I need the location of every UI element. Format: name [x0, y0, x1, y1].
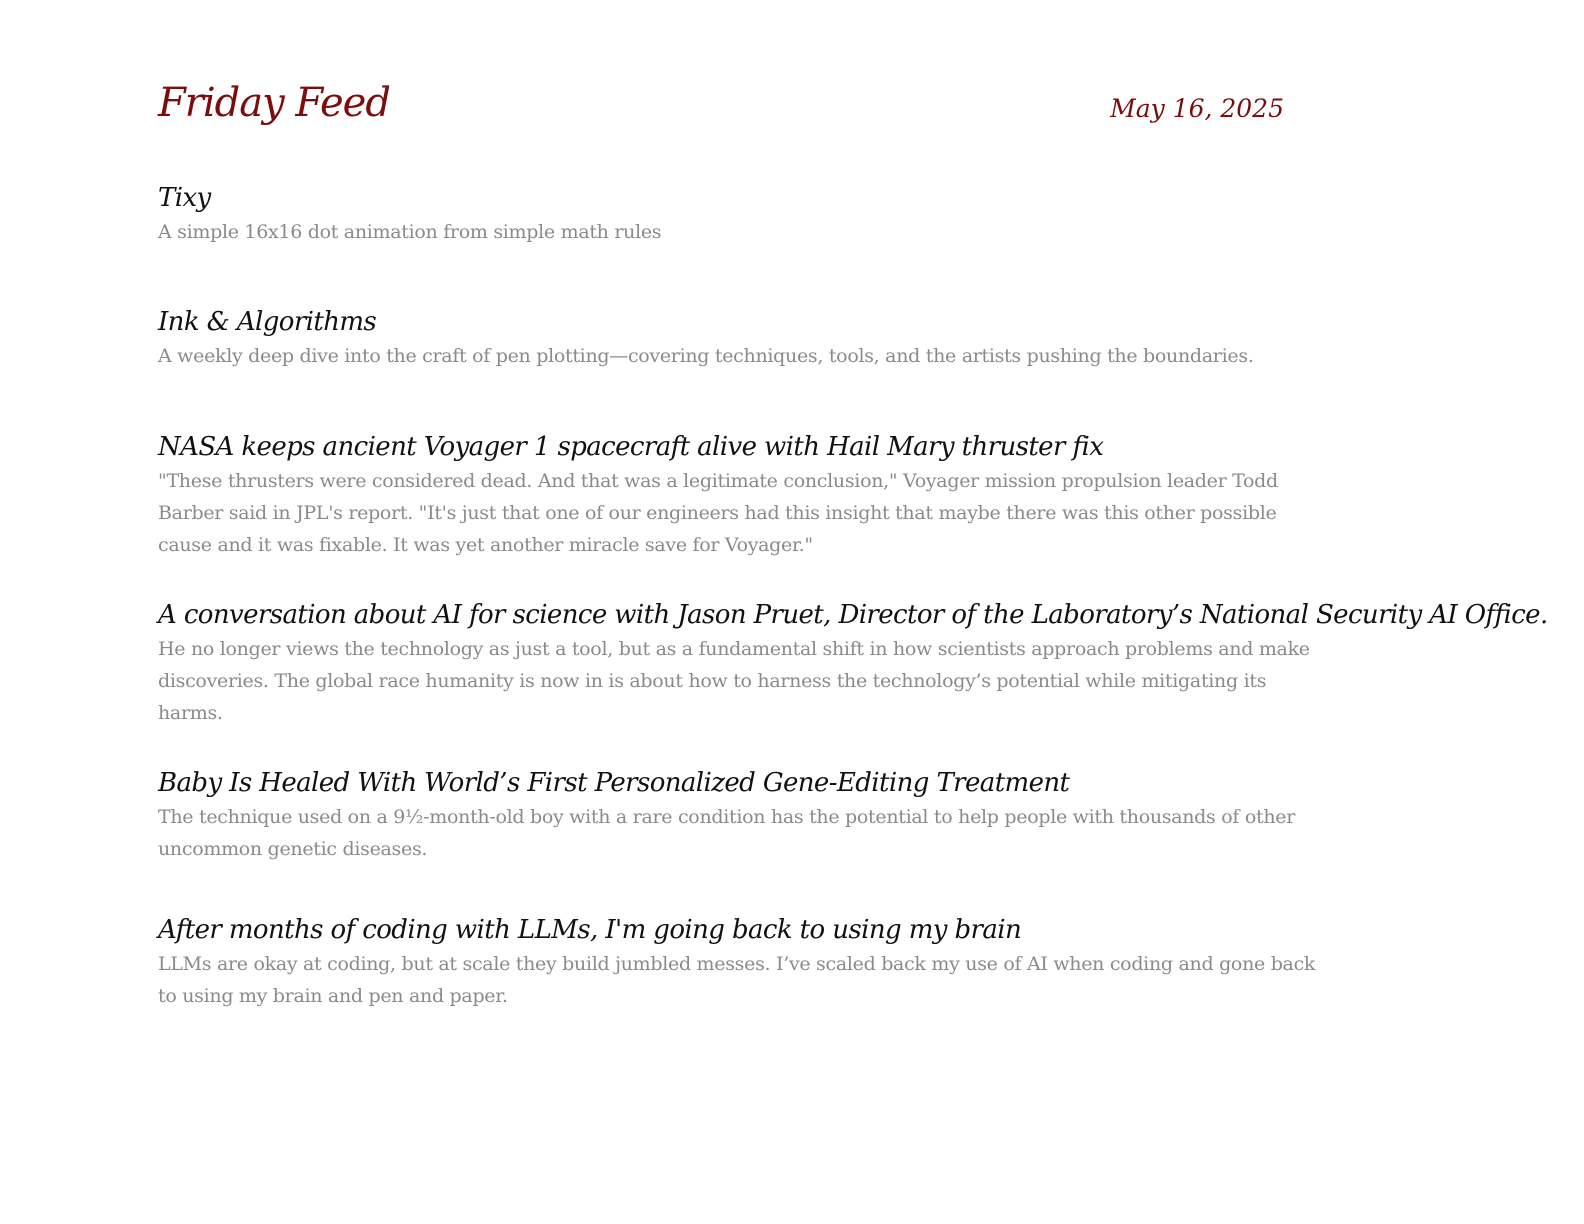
entry-title-link[interactable]: After months of coding with LLMs, I'm going back to using my brain	[158, 915, 1022, 945]
feed-date: May 16, 2025	[1110, 94, 1284, 123]
entry-description: The technique used on a 9½-month-old boy with a rare condition has the potential to help people with thousands of other uncommon genetic diseases.	[158, 806, 1295, 860]
entry-description: LLMs are okay at coding, but at scale they build jumbled messes. I’ve scaled back my use of AI when coding and gone back to using my brain and pen and paper.	[158, 953, 1316, 1007]
entry-description: A simple 16x16 dot animation from simple math rules	[158, 221, 662, 243]
list-item	[158, 306, 1328, 372]
list-item	[158, 914, 1328, 1012]
entry-title-link[interactable]: NASA keeps ancient Voyager 1 spacecraft alive with Hail Mary thruster fix	[158, 432, 1104, 462]
feed-page	[158, 0, 1548, 1007]
list-item	[158, 182, 1328, 248]
entry-title-link[interactable]: Tixy	[158, 183, 211, 213]
entry-description: "These thrusters were considered dead. And that was a legitimate conclusion," Voyager mission propulsion leader Todd Barber said in JPL's report. "It's just that one of our engineers had this insight that maybe there was this other possible cause and it was fixable. It was yet another miracle save for Voyager."	[158, 470, 1278, 556]
entry-title-link[interactable]: Ink & Algorithms	[158, 307, 377, 337]
list-item	[158, 431, 1328, 561]
entry-description: He no longer views the technology as just a tool, but as a fundamental shift in how scientists approach problems and make discoveries. The global race humanity is now in is about how to harness the technology’s potential while mitigating its harms.	[158, 638, 1310, 724]
list-item	[158, 767, 1328, 865]
feed-header	[158, 0, 1328, 175]
entry-description: A weekly deep dive into the craft of pen plotting—covering techniques, tools, and the artists pushing the boundaries.	[158, 345, 1254, 367]
entry-title-link[interactable]: Baby Is Healed With World’s First Personalized Gene-Editing Treatment	[158, 768, 1070, 798]
entry-title-link[interactable]: A conversation about AI for science with Jason Pruet, Director of the Laboratory’s National Security AI Office.	[158, 600, 1548, 630]
list-item	[158, 599, 1548, 729]
page-title: Friday Feed	[158, 80, 390, 126]
